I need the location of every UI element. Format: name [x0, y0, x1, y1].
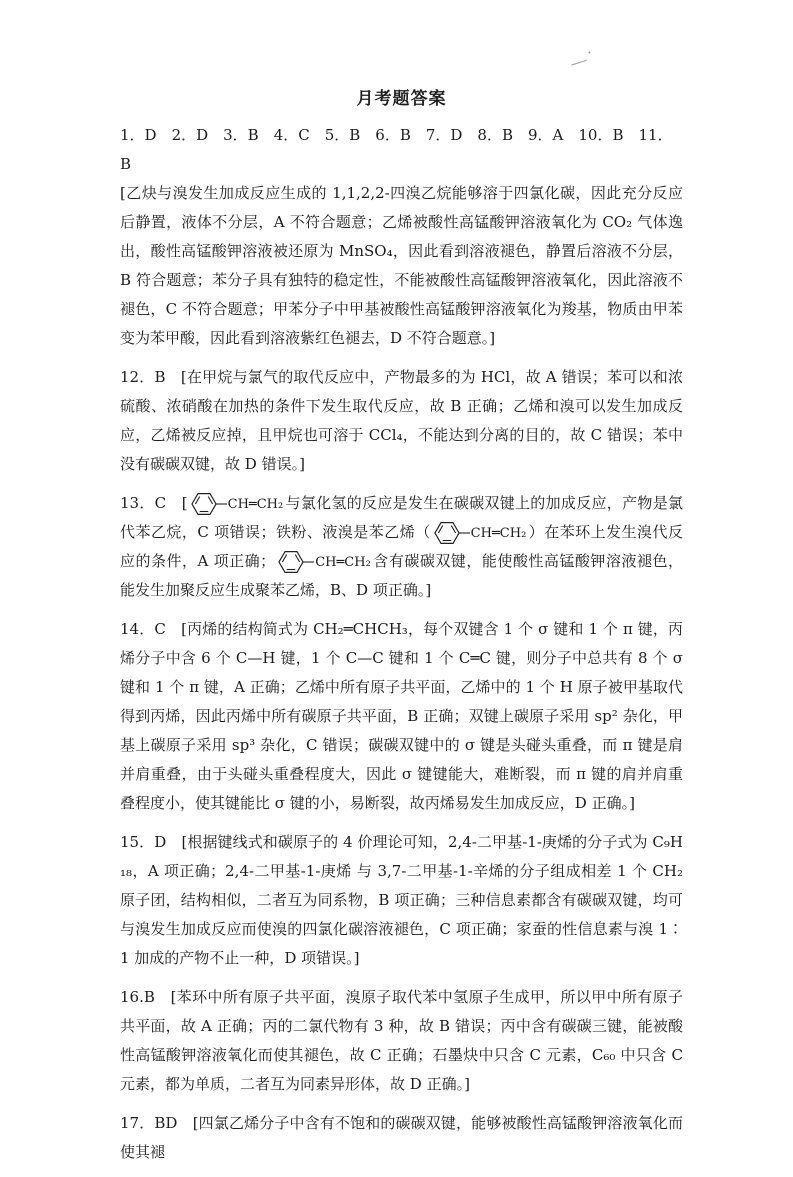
benzene-ring-icon — [277, 548, 315, 576]
q13-text-segment: 13．C [ — [120, 494, 188, 512]
explanation-q12: 12．B [在甲烷与氯气的取代反应中，产物最多的为 HCl，故 A 错误；苯可以和浓硫酸、浓硝酸在加热的条件下发生取代反应，故 B 正确；乙烯和溴可以发生加成反应，乙烯被反应掉，且甲烷也可溶于 CCl₄，不能达到分离的目的，故 C 错误；苯中没有碳碳双键，故 D 错误。] — [120, 368, 683, 473]
scan-artifact-mark — [571, 60, 588, 72]
vinyl-group-label: CH═CH₂ — [315, 554, 371, 570]
explanation-q14: 14．C [丙烯的结构简式为 CH₂═CHCH₃，每个双键含 1 个 σ 键和 1 个 π 键，丙烯分子中含 6 个 C—H 键，1 个 C—C 键和 1 个 C═C 键，则分子中总共有 8 个 σ 键和 1 个 π 键，A 正确；乙烯中所有原子共平面，乙烯中的 1 个 H 原子被甲基取代得到丙烯，因此丙烯中所有碳原子共平面，B 正确；双键上碳原子采用 sp² 杂化，甲基上碳原子采用 sp³ 杂化，C 错误；碳碳双键中的 σ 键是头碰头重叠，而 π 键是肩并肩重叠，由于头碰头重叠程度大，因此 σ 键键能大，难断裂，而 π 键的肩并肩重叠程度小，使其键能比 σ 键的小，易断裂，故丙烯易发生加成反应，D 正确。] — [120, 620, 683, 812]
styrene-structure — [433, 519, 527, 547]
explanation-q16: 16.B [苯环中所有原子共平面，溴原子取代苯中氢原子生成甲，所以甲中所有原子共平面，故 A 正确；丙的二氯代物有 3 种，故 B 错误；丙中含有碳碳三键，能被酸性高锰酸钾溶液氧化而使其褪色，故 C 正确；石墨炔中只含 C 元素，C₆₀ 中只含 C 元素，都为单质，二者互为同素异形体，故 D 正确。] — [120, 988, 683, 1093]
document-content — [120, 84, 683, 1177]
vinyl-group-label: CH═CH₂ — [470, 525, 527, 541]
styrene-structure — [277, 548, 371, 576]
explanation-q13 — [120, 489, 683, 605]
styrene-structure — [190, 490, 284, 518]
page-title: 月考题答案 — [356, 89, 447, 109]
benzene-ring-icon — [190, 490, 228, 518]
explanation-q1: [乙炔与溴发生加成反应生成的 1,1,2,2-四溴乙烷能够溶于四氯化碳，因此充分反应后静置，液体不分层，A 不符合题意；乙烯被酸性高锰酸钾溶液氧化为 CO₂ 气体逸出，酸性高锰酸钾溶液被还原为 MnSO₄，因此看到溶液褪色，静置后溶液不分层，B 符合题意；苯分子具有独特的稳定性，不能被酸性高锰酸钾溶液氧化，因此溶液不褪色，C 不符合题意；甲苯分子中甲基被酸性高锰酸钾溶液氧化为羧基，物质由甲苯变为苯甲酸，因此看到溶液紫红色褪去，D 不符合题意。] — [120, 184, 683, 347]
q13-text-segment: 与氯化氢的反应是发生在碳碳双键上的加成反应，产物是氯代苯乙烷，C 项错误；铁粉、液溴是苯乙烯（ — [120, 494, 683, 541]
explanation-q15: 15．D [根据键线式和碳原子的 4 价理论可知，2,4-二甲基-1-庚烯的分子式为 C₉H₁₈，A 项正确；2,4-二甲基-1-庚烯 与 3,7-二甲基-1-辛烯的分子组成相差 1 个 CH₂ 原子团，结构相似，二者互为同系物，B 项正确；三种信息素都含有碳碳双键，均可与溴发生加成反应而使溴的四氯化碳溶液褪色，C 项正确；家蚕的性信息素与溴 1∶1 加成的产物不止一种，D 项错误。] — [120, 833, 683, 967]
vinyl-group-label: CH═CH₂ — [227, 496, 284, 512]
q13-text-segment: 含有碳碳双键，能使酸性高锰酸钾溶液褪色，能发生加聚反应生成聚苯乙烯，B、D 项正确。] — [120, 552, 683, 599]
answer-key-line: 1．D 2．D 3．B 4．C 5．B 6．B 7．D 8．B 9．A 10．B 11．B — [120, 126, 673, 173]
benzene-ring-icon — [433, 519, 471, 547]
q13-text-segment: ）在苯环上发生溴代反应的条件，A 项正确； — [120, 523, 683, 570]
explanation-q17: 17．BD [四氯乙烯分子中含有不饱和的碳碳双键，能够被酸性高锰酸钾溶液氧化而使其褪 — [120, 1114, 683, 1161]
